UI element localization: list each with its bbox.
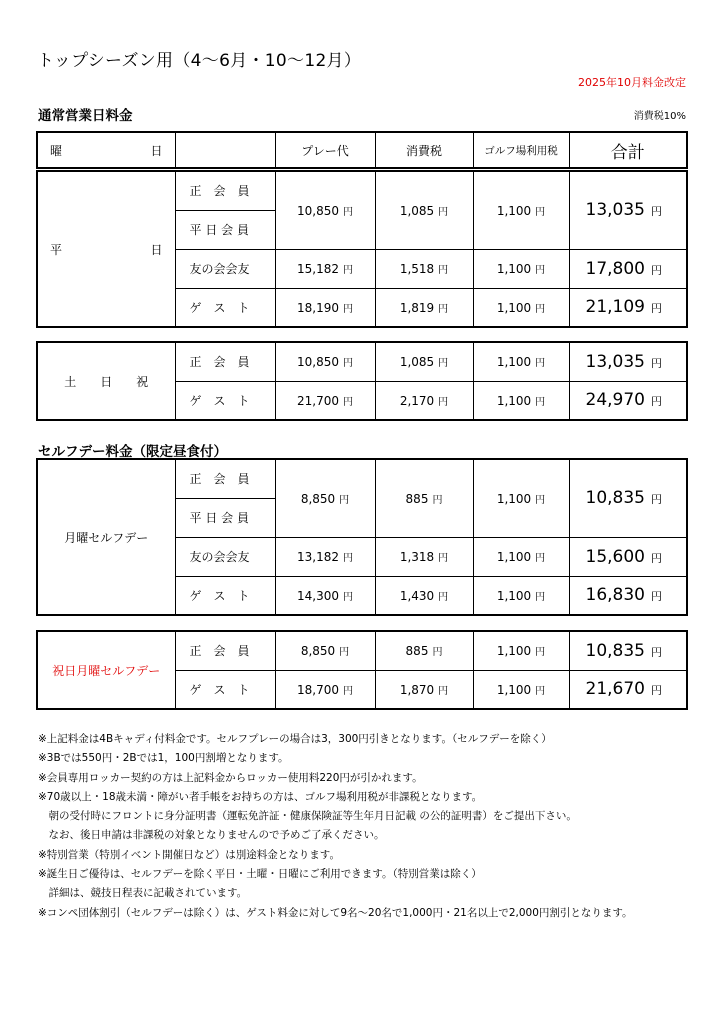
play-fee: 14,300 円 [275, 576, 375, 615]
member-type: 平 日 会 員 [175, 210, 275, 249]
member-type: 平 日 会 員 [175, 498, 275, 537]
consumption-tax: 2,170 円 [375, 381, 473, 420]
golf-tax: 1,100 円 [473, 288, 569, 327]
total: 13,035 円 [569, 171, 687, 249]
member-type: 正 会 員 [175, 631, 275, 670]
notes [38, 730, 633, 923]
member-type: ゲ ス ト [175, 576, 275, 615]
weekday-category: 平 日 [37, 171, 175, 327]
section-title-regular: 通常営業日料金 [38, 108, 133, 124]
note-line: 朝の受付時にフロントに身分証明書（運転免許証・健康保険証等生年月日記載 の公的証明書）をご提出下さい。 [38, 810, 577, 823]
play-fee: 10,850 円 [275, 171, 375, 249]
total: 15,600 円 [569, 537, 687, 576]
note-line: ※会員専用ロッカー契約の方は上記料金からロッカー使用料220円が引かれます。 [38, 771, 423, 784]
consumption-tax: 1,819 円 [375, 288, 473, 327]
member-type: 正 会 員 [175, 459, 275, 498]
golf-tax: 1,100 円 [473, 576, 569, 615]
consumption-tax: 1,518 円 [375, 249, 473, 288]
note-line: ※70歳以上・18歳未満・障がい者手帳をお持ちの方は、ゴルフ場利用税が非課税となります。 [38, 790, 483, 803]
note-line: ※上記料金は4Bキャディ付料金です。セルフプレーの場合は3，300円引きとなります。（セルフデーを除く） [38, 733, 552, 745]
total: 16,830 円 [569, 576, 687, 615]
holiday-category: 土 日 祝 [37, 342, 175, 420]
total: 10,835 円 [569, 631, 687, 670]
holiday-table [36, 341, 688, 421]
golf-tax: 1,100 円 [473, 537, 569, 576]
golf-tax: 1,100 円 [473, 342, 569, 381]
monday-self-table [36, 458, 688, 616]
header-day: 曜 日 [37, 132, 175, 168]
play-fee: 8,850 円 [275, 459, 375, 537]
play-fee: 21,700 円 [275, 381, 375, 420]
golf-tax: 1,100 円 [473, 670, 569, 709]
note-line: ※特別営業（特別イベント開催日など）は別途料金となります。 [38, 848, 340, 861]
golf-tax: 1,100 円 [473, 459, 569, 537]
consumption-tax: 1,870 円 [375, 670, 473, 709]
total: 21,670 円 [569, 670, 687, 709]
total: 17,800 円 [569, 249, 687, 288]
consumption-tax: 885 円 [375, 459, 473, 537]
total: 24,970 円 [569, 381, 687, 420]
play-fee: 15,182 円 [275, 249, 375, 288]
tax-rate-note: 消費税10% [633, 111, 686, 122]
member-type: 正 会 員 [175, 171, 275, 210]
monday-self-category: 月曜セルフデー [37, 459, 175, 615]
note-line: 詳細は、競技日程表に記載されています。 [38, 887, 248, 900]
header-table [36, 131, 688, 169]
total: 13,035 円 [569, 342, 687, 381]
total: 10,835 円 [569, 459, 687, 537]
play-fee: 13,182 円 [275, 537, 375, 576]
holiday-monday-self-category: 祝日月曜セルフデー [37, 631, 175, 709]
holiday-monday-self-table [36, 630, 688, 710]
header-consumption-tax: 消費税 [375, 132, 473, 168]
member-type: 友の会会友 [175, 537, 275, 576]
golf-tax: 1,100 円 [473, 631, 569, 670]
consumption-tax: 1,430 円 [375, 576, 473, 615]
member-type: ゲ ス ト [175, 670, 275, 709]
member-type: 友の会会友 [175, 249, 275, 288]
golf-tax: 1,100 円 [473, 381, 569, 420]
member-type: 正 会 員 [175, 342, 275, 381]
note-line: ※コンペ団体割引（セルフデーは除く）は、ゲスト料金に対して9名～20名で1,000円・21名以上で2,000円割引となります。 [38, 906, 633, 919]
consumption-tax: 1,318 円 [375, 537, 473, 576]
note-line: なお、後日申請は非課税の対象となりませんので予めご了承ください。 [38, 829, 385, 842]
total: 21,109 円 [569, 288, 687, 327]
member-type: ゲ ス ト [175, 381, 275, 420]
revision-note: 2025年10月料金改定 [578, 76, 686, 89]
play-fee: 18,190 円 [275, 288, 375, 327]
weekday-table [36, 170, 688, 328]
note-line: ※3Bでは550円・2Bでは1，100円割増となります。 [38, 752, 289, 765]
page-title: トップシーズン用（4～6月・10～12月） [37, 51, 362, 71]
section-title-self: セルフデー料金（限定昼食付） [38, 444, 227, 460]
play-fee: 10,850 円 [275, 342, 375, 381]
header-empty [175, 132, 275, 168]
golf-tax: 1,100 円 [473, 171, 569, 249]
header-golf-tax: ゴルフ場利用税 [473, 132, 569, 168]
play-fee: 18,700 円 [275, 670, 375, 709]
consumption-tax: 1,085 円 [375, 171, 473, 249]
play-fee: 8,850 円 [275, 631, 375, 670]
consumption-tax: 885 円 [375, 631, 473, 670]
header-play-fee: プレー代 [275, 132, 375, 168]
header-total: 合計 [569, 132, 687, 168]
golf-tax: 1,100 円 [473, 249, 569, 288]
member-type: ゲ ス ト [175, 288, 275, 327]
consumption-tax: 1,085 円 [375, 342, 473, 381]
note-line: ※誕生日ご優待は、セルフデーを除く平日・土曜・日曜にご利用できます。（特別営業は除く） [38, 868, 482, 881]
